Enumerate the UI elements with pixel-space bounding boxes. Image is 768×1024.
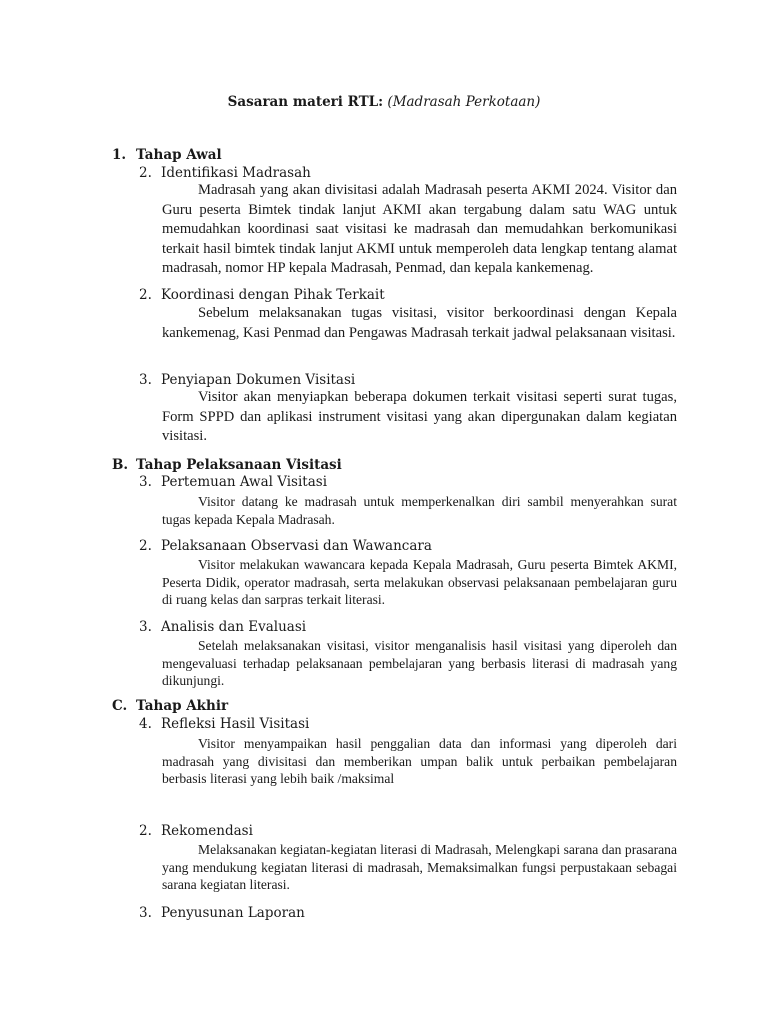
section-number: C.: [112, 698, 128, 714]
item-paragraph-koordinasi: Sebelum melaksanakan tugas visitasi, visitor berkoordinasi dengan Kepala kankemenag, Kasi Penmad dan Pengawas Madrasah terkait jadwal pelaksanaan visitasi.: [162, 305, 677, 341]
item-paragraph-refleksi: Visitor menyampaikan hasil penggalian data dan informasi yang diperoleh dari madrasah yang divisitasi dan memberikan umpan balik untuk perbaikan pembelajaran berbasis literasi yang lebih baik /maksimal: [162, 736, 677, 786]
section-heading-tahap-awal: [112, 147, 222, 163]
item-heading-refleksi: [139, 716, 309, 732]
section-number: B.: [112, 457, 129, 473]
document-title: [0, 94, 768, 110]
item-paragraph-analisis: Setelah melaksanakan visitasi, visitor menganalisis hasil visitasi yang diperoleh dan mengevaluasi terhadap pelaksanaan pembelajaran yang berbasis literasi di madrasah yang dikunjungi.: [162, 638, 677, 688]
section-title: Tahap Akhir: [136, 698, 229, 714]
item-heading-analisis: [139, 619, 306, 635]
item-title: Pelaksanaan Observasi dan Wawancara: [161, 538, 432, 554]
item-number: 2.: [139, 165, 152, 181]
item-title: Rekomendasi: [161, 823, 253, 839]
item-heading-observasi: [139, 538, 432, 554]
title-bold: Sasaran materi RTL:: [227, 94, 384, 110]
item-heading-koordinasi: [139, 287, 385, 303]
item-number: 2.: [139, 538, 152, 554]
item-heading-pertemuan: [139, 474, 327, 490]
section-number: 1.: [112, 147, 127, 163]
item-number: 3.: [139, 474, 152, 490]
section-heading-tahap-akhir: [112, 698, 228, 714]
item-title: Koordinasi dengan Pihak Terkait: [161, 287, 385, 303]
item-paragraph-penyiapan: Visitor akan menyiapkan beberapa dokumen terkait visitasi seperti surat tugas, Form SPPD dan aplikasi instrument visitasi yang akan dipergunakan dalam kegiatan visitasi.: [162, 389, 677, 444]
item-number: 2.: [139, 287, 152, 303]
section-title: Tahap Pelaksanaan Visitasi: [136, 457, 342, 473]
section-heading-pelaksanaan: [112, 457, 342, 473]
item-paragraph-identifikasi: Madrasah yang akan divisitasi adalah Madrasah peserta AKMI 2024. Visitor dan Guru peserta Bimtek tindak lanjut AKMI akan tergabung dalam satu WAG untuk memudahkan koordinasi saat visitasi ke madrasah dan memudahkan berkomunikasi terkait hasil bimtek tindak lanjut AKMI untuk memperoleh data lengkap tentang alamat madrasah, nomor HP kepala Madrasah, Penmad, dan kepala kankemenag.: [162, 182, 677, 276]
item-title: Pertemuan Awal Visitasi: [161, 474, 328, 490]
item-heading-identifikasi: [139, 165, 311, 181]
item-title: Penyiapan Dokumen Visitasi: [161, 372, 356, 388]
item-number: 4.: [139, 716, 152, 732]
item-number: 2.: [139, 823, 152, 839]
item-title: Identifikasi Madrasah: [161, 165, 311, 181]
item-title: Refleksi Hasil Visitasi: [161, 716, 310, 732]
item-number: 3.: [139, 905, 152, 921]
item-number: 3.: [139, 372, 152, 388]
item-number: 3.: [139, 619, 152, 635]
item-heading-penyusunan-laporan: [139, 905, 305, 921]
item-title: Analisis dan Evaluasi: [161, 619, 307, 635]
section-title: Tahap Awal: [136, 147, 222, 163]
item-paragraph-pertemuan: Visitor datang ke madrasah untuk memperkenalkan diri sambil menyerahkan surat tugas kepada Kepala Madrasah.: [162, 494, 677, 527]
item-heading-penyiapan: [139, 372, 355, 388]
title-italic: (Madrasah Perkotaan): [387, 94, 541, 110]
item-paragraph-observasi: Visitor melakukan wawancara kepada Kepala Madrasah, Guru peserta Bimtek AKMI, Peserta Didik, operator madrasah, serta melakukan observasi pelaksanaan pembelajaran guru di ruang kelas dan sarpras terkait literasi.: [162, 557, 677, 607]
item-paragraph-rekomendasi: Melaksanakan kegiatan-kegiatan literasi di Madrasah, Melengkapi sarana dan prasarana yang mendukung kegiatan literasi di madrasah, Memaksimalkan fungsi perpustakaan sebagai sarana kegiatan literasi.: [162, 842, 677, 892]
item-title: Penyusunan Laporan: [161, 905, 305, 921]
item-heading-rekomendasi: [139, 823, 253, 839]
